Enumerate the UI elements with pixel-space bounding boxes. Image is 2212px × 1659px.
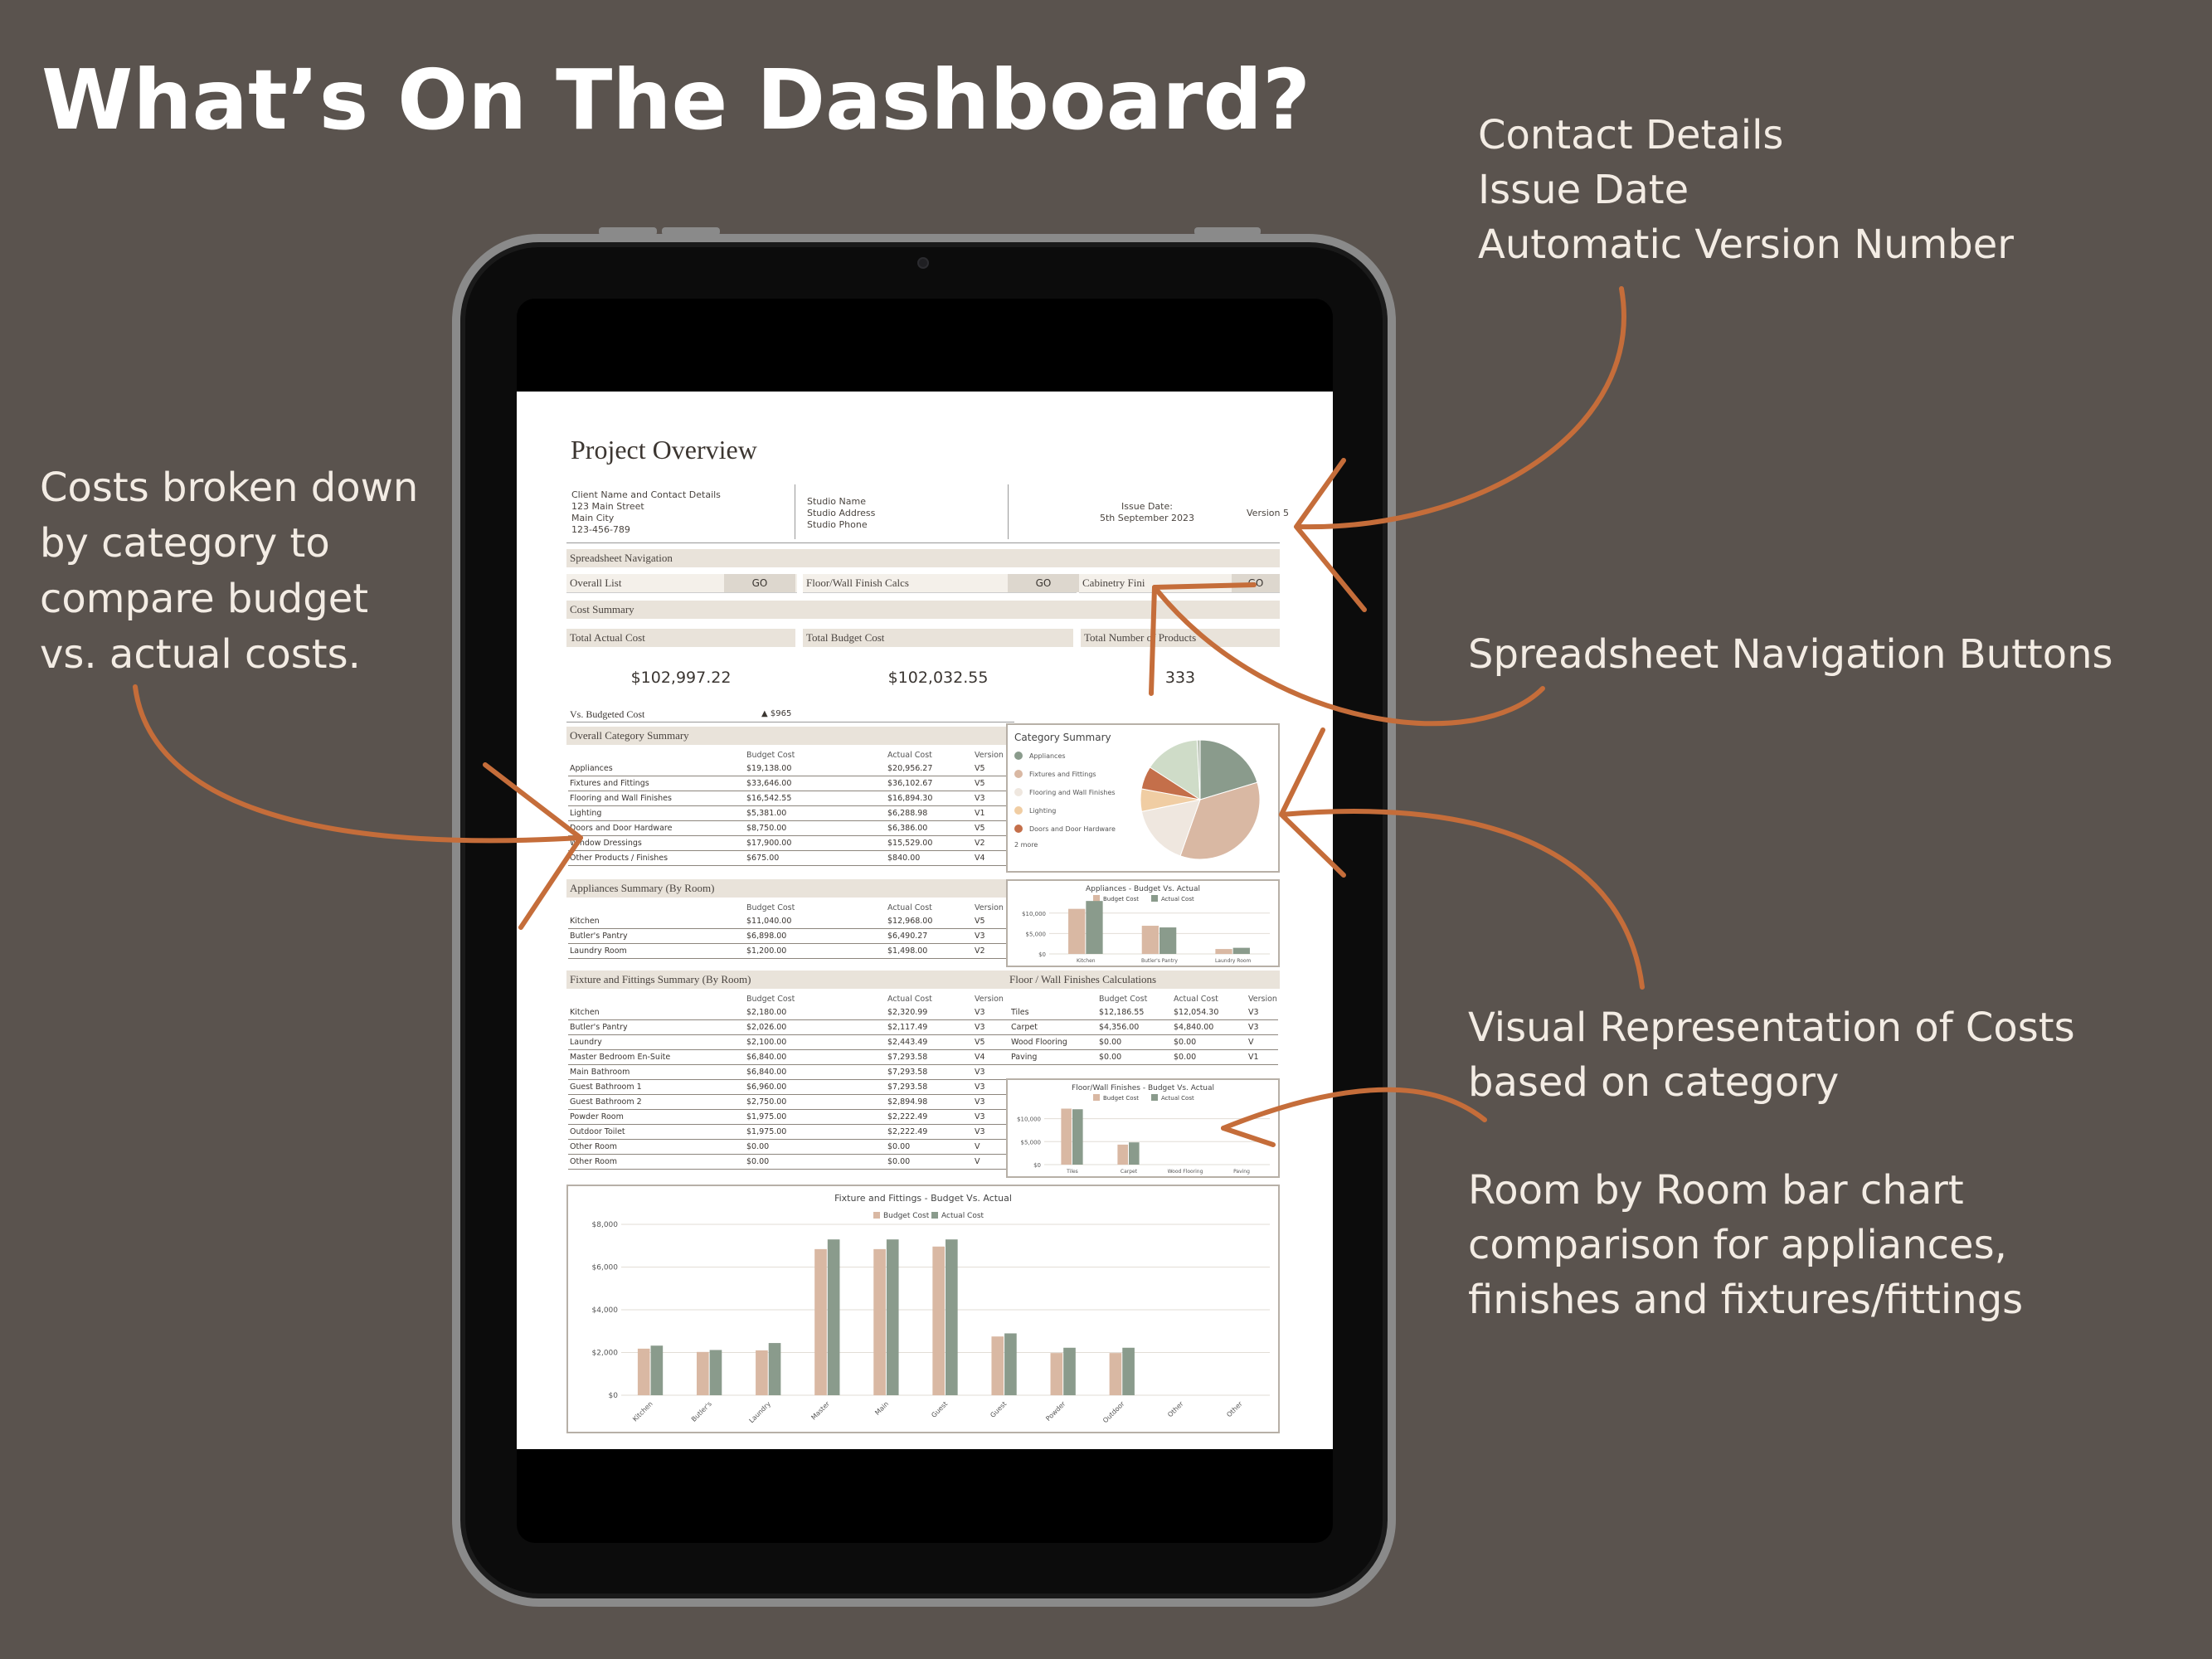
column-header: Actual Cost [887, 751, 932, 760]
legend-label: Actual Cost [1161, 896, 1194, 902]
table-cell: $1,975.00 [746, 1127, 787, 1136]
table-cell: Guest Bathroom 1 [570, 1082, 642, 1092]
arrow-costs-head [485, 765, 581, 927]
column-header: Version [975, 751, 1004, 760]
table-cell: Butler's Pantry [570, 932, 628, 941]
x-tick-label: Paving [1233, 1169, 1250, 1175]
table-cell: V2 [975, 946, 985, 956]
y-tick-label: $0 [608, 1392, 618, 1400]
table-cell: V [1248, 1038, 1254, 1047]
x-tick-label: Kitchen [1077, 958, 1096, 964]
callout-room-line: finishes and fixtures/fittings [1468, 1277, 2024, 1323]
table-cell: $0.00 [887, 1157, 911, 1166]
table-cell: Kitchen [570, 917, 600, 926]
column-header: Version [1248, 995, 1277, 1004]
table-cell: $4,356.00 [1099, 1023, 1140, 1032]
table-cell: $2,750.00 [746, 1097, 787, 1107]
table-cell: V3 [1248, 1008, 1259, 1017]
y-tick-label: $5,000 [1020, 1139, 1041, 1146]
table-cell: $2,117.49 [887, 1023, 928, 1032]
table-cell: V5 [975, 779, 985, 788]
y-tick-label: $10,000 [1022, 910, 1046, 917]
table-cell: $2,222.49 [887, 1112, 928, 1121]
table-cell: Guest Bathroom 2 [570, 1097, 642, 1107]
legend-label: Budget Cost [1103, 896, 1139, 902]
nav-item-overall-list: Overall List [566, 574, 797, 593]
table-cell: $7,293.58 [887, 1068, 928, 1077]
total-actual-label: Total Actual Cost [566, 629, 795, 647]
chart-title: Floor/Wall Finishes - Budget Vs. Actual [1072, 1084, 1214, 1092]
arrow-nav [1155, 587, 1543, 723]
column-header: Actual Cost [1174, 995, 1218, 1004]
callout-room-line: comparison for appliances, [1468, 1222, 2007, 1268]
table-cell: V3 [975, 1127, 985, 1136]
x-tick-label: Wood Flooring [1167, 1169, 1203, 1175]
table-cell: $5,381.00 [746, 809, 787, 818]
x-tick-label: Carpet [1120, 1169, 1138, 1175]
table-cell: $12,968.00 [887, 917, 933, 926]
client-line: 123-456-789 [571, 524, 630, 535]
table-cell: Carpet [1011, 1023, 1038, 1032]
table-cell: $15,529.00 [887, 839, 933, 848]
table-cell: $7,293.58 [887, 1053, 928, 1062]
client-line: 123 Main Street [571, 501, 644, 512]
table-cell: $0.00 [1099, 1053, 1122, 1062]
table-cell: Flooring and Wall Finishes [570, 794, 672, 803]
table-cell: $1,200.00 [746, 946, 787, 956]
legend-label: Lighting [1029, 806, 1057, 815]
vs-budget-value: ▲ $965 [761, 709, 792, 718]
callout-contact-line: Contact Details [1478, 112, 1784, 158]
table-cell: $36,102.67 [887, 779, 933, 788]
table-cell: $6,386.00 [887, 824, 928, 833]
table-cell: $840.00 [887, 854, 921, 863]
client-line: Client Name and Contact Details [571, 489, 721, 500]
x-tick-label: Other [1225, 1399, 1244, 1419]
table-cell: $1,975.00 [746, 1112, 787, 1121]
table-cell: Lighting [570, 809, 602, 818]
page-title: Project Overview [571, 435, 757, 465]
x-tick-label: Outdoor [1101, 1399, 1126, 1425]
table-cell: Window Dressings [570, 839, 642, 848]
table-cell: V4 [975, 1053, 985, 1062]
table-cell: Other Room [570, 1157, 618, 1166]
table-cell: V3 [975, 1097, 985, 1107]
arrow-room [1223, 1090, 1485, 1128]
table-cell: $6,840.00 [746, 1068, 787, 1077]
column-header: Budget Cost [1099, 995, 1148, 1004]
y-tick-label: $6,000 [591, 1263, 618, 1272]
table-cell: Main Bathroom [570, 1068, 630, 1077]
x-tick-label: Powder [1044, 1399, 1067, 1423]
arrow-contact [1298, 289, 1624, 527]
table-cell: $0.00 [1174, 1038, 1197, 1047]
client-line: Main City [571, 513, 615, 523]
table-cell: $0.00 [746, 1157, 770, 1166]
table-cell: $2,222.49 [887, 1127, 928, 1136]
table-cell: V3 [975, 1112, 985, 1121]
appliances-summary-header: Appliances Summary (By Room) [566, 879, 1014, 898]
column-header: Actual Cost [887, 903, 932, 912]
overall-summary-header: Overall Category Summary [566, 727, 1014, 745]
studio-line: Studio Name [807, 496, 866, 507]
table-cell: V5 [975, 824, 985, 833]
table-cell: $12,186.55 [1099, 1008, 1145, 1017]
studio-line: Studio Address [807, 508, 876, 518]
callout-costs-line: Costs broken down [40, 465, 419, 511]
table-cell: V2 [975, 839, 985, 848]
table-cell: V3 [975, 1008, 985, 1017]
column-header: Version [975, 903, 1004, 912]
callout-costs-line: vs. actual costs. [40, 631, 361, 678]
table-cell: Laundry Room [570, 946, 627, 956]
chart-title: Appliances - Budget Vs. Actual [1086, 885, 1200, 893]
arrow-costs [135, 687, 581, 840]
table-cell: $6,960.00 [746, 1082, 787, 1092]
table-cell: $2,180.00 [746, 1008, 787, 1017]
table-cell: V [975, 1157, 980, 1166]
table-cell: Other Room [570, 1142, 618, 1151]
chart-title: Fixture and Fittings - Budget Vs. Actual [834, 1193, 1012, 1204]
table-cell: $0.00 [1099, 1038, 1122, 1047]
column-header: Budget Cost [746, 751, 795, 760]
table-cell: $17,900.00 [746, 839, 792, 848]
table-cell: Other Products / Finishes [570, 854, 668, 863]
column-header: Budget Cost [746, 903, 795, 912]
total-actual-value: $102,997.22 [630, 669, 732, 687]
cost-summary-header: Cost Summary [566, 601, 1280, 619]
table-cell: Master Bedroom En-Suite [570, 1053, 671, 1062]
y-tick-label: $8,000 [591, 1221, 618, 1229]
y-tick-label: $0 [1033, 1162, 1041, 1169]
total-products-label: Total Number of Products [1081, 629, 1280, 647]
pie-legend-more: 2 more [1014, 841, 1038, 849]
go-button-floor-wall[interactable]: GO [1008, 574, 1079, 592]
column-header: Version [975, 995, 1004, 1004]
x-tick-label: Other [1166, 1399, 1185, 1419]
total-budget-label: Total Budget Cost [803, 629, 1073, 647]
table-cell: $2,320.99 [887, 1008, 928, 1017]
table-cell: $11,040.00 [746, 917, 792, 926]
legend-label: Flooring and Wall Finishes [1029, 788, 1116, 796]
table-cell: V1 [1248, 1053, 1259, 1062]
nav-header: Spreadsheet Navigation [566, 549, 1280, 567]
table-cell: Kitchen [570, 1008, 600, 1017]
legend-label: Doors and Door Hardware [1029, 825, 1116, 833]
table-cell: $16,894.30 [887, 794, 933, 803]
column-header: Actual Cost [887, 995, 932, 1004]
issue-date-label: Issue Date: [1121, 501, 1173, 512]
arrow-contact-head [1296, 460, 1364, 610]
callout-contact-line: Automatic Version Number [1478, 221, 2015, 268]
pie-title: Category Summary [1014, 732, 1111, 743]
x-tick-label: Laundry [747, 1399, 772, 1425]
y-tick-label: $0 [1038, 951, 1046, 958]
table-cell: V5 [975, 764, 985, 773]
go-button-cabinetry[interactable]: GO [1232, 574, 1280, 592]
table-cell: V5 [975, 1038, 985, 1047]
legend-label: Budget Cost [1103, 1095, 1139, 1102]
table-cell: V3 [975, 794, 985, 803]
table-cell: V3 [1248, 1023, 1259, 1032]
legend-label: Appliances [1029, 752, 1066, 760]
issue-date: 5th September 2023 [1099, 513, 1195, 523]
x-tick-label: Kitchen [631, 1399, 654, 1423]
table-cell: Appliances [570, 764, 613, 773]
table-cell: Tiles [1011, 1008, 1029, 1017]
table-cell: $0.00 [1174, 1053, 1197, 1062]
legend-label: Actual Cost [1161, 1095, 1194, 1102]
table-cell: V3 [975, 1082, 985, 1092]
table-cell: $16,542.55 [746, 794, 792, 803]
table-cell: $4,840.00 [1174, 1023, 1214, 1032]
table-cell: $2,443.49 [887, 1038, 928, 1047]
table-cell: V3 [975, 1068, 985, 1077]
go-button-overall-list[interactable]: GO [724, 574, 795, 592]
table-cell: $675.00 [746, 854, 780, 863]
table-cell: $8,750.00 [746, 824, 787, 833]
table-cell: $0.00 [887, 1142, 911, 1151]
x-tick-label: Main [873, 1399, 891, 1417]
table-cell: $0.00 [746, 1142, 770, 1151]
arrow-visual-head [1281, 730, 1344, 875]
callout-room-line: Room by Room bar chart [1468, 1167, 1964, 1214]
table-cell: V5 [975, 917, 985, 926]
table-cell: $2,026.00 [746, 1023, 787, 1032]
table-cell: $7,293.58 [887, 1082, 928, 1092]
y-tick-label: $5,000 [1025, 931, 1046, 938]
callout-nav-line: Spreadsheet Navigation Buttons [1468, 631, 2113, 678]
table-cell: Wood Flooring [1011, 1038, 1067, 1047]
y-tick-label: $10,000 [1017, 1116, 1041, 1123]
nav-item-floor-wall: Floor/Wall Finish Calcs [803, 574, 1077, 593]
x-tick-label: Tiles [1067, 1169, 1078, 1175]
x-tick-label: Butler's [689, 1399, 713, 1423]
table-cell: V4 [975, 854, 985, 863]
table-cell: Laundry [570, 1038, 602, 1047]
table-cell: $6,288.98 [887, 809, 928, 818]
legend-label: Fixtures and Fittings [1029, 770, 1096, 778]
callout-costs-line: by category to [40, 520, 330, 567]
total-products-value: 333 [1164, 669, 1196, 687]
floor-summary-header: Floor / Wall Finishes Calculations [1006, 971, 1280, 989]
callout-costs-line: compare budget [40, 576, 369, 622]
table-cell: $6,490.27 [887, 932, 928, 941]
arrow-room-head [1223, 1128, 1273, 1145]
fixtures-summary-header: Fixture and Fittings Summary (By Room) [566, 971, 1014, 989]
table-cell: Butler's Pantry [570, 1023, 628, 1032]
table-cell: V3 [975, 932, 985, 941]
arrow-visual [1281, 811, 1642, 987]
table-cell: Fixtures and Fittings [570, 779, 649, 788]
x-tick-label: Guest [930, 1399, 950, 1419]
column-header: Budget Cost [746, 995, 795, 1004]
table-cell: V [975, 1142, 980, 1151]
x-tick-label: Butler's Pantry [1141, 958, 1178, 964]
studio-line: Studio Phone [807, 519, 868, 530]
x-tick-label: Guest [989, 1399, 1009, 1419]
table-cell: Outdoor Toilet [570, 1127, 625, 1136]
total-budget-value: $102,032.55 [887, 669, 989, 687]
table-cell: $20,956.27 [887, 764, 933, 773]
table-cell: Powder Room [570, 1112, 624, 1121]
nav-item-cabinetry: Cabinetry Fini [1079, 574, 1280, 593]
y-tick-label: $2,000 [591, 1349, 618, 1358]
version-number: Version 5 [1247, 508, 1289, 518]
y-tick-label: $4,000 [591, 1306, 618, 1315]
table-cell: Doors and Door Hardware [570, 824, 673, 833]
table-cell: V1 [975, 809, 985, 818]
callout-contact-line: Issue Date [1478, 167, 1689, 213]
table-cell: $1,498.00 [887, 946, 928, 956]
x-tick-label: Master [809, 1399, 832, 1422]
vs-budget-label: Vs. Budgeted Cost [570, 708, 645, 720]
x-tick-label: Laundry Room [1214, 958, 1252, 964]
table-cell: $6,840.00 [746, 1053, 787, 1062]
table-cell: $19,138.00 [746, 764, 792, 773]
table-cell: $12,054.30 [1174, 1008, 1219, 1017]
legend-label: Actual Cost [941, 1212, 984, 1220]
table-cell: $2,100.00 [746, 1038, 787, 1047]
callout-visual-line: based on category [1468, 1059, 1840, 1106]
legend-label: Budget Cost [883, 1212, 930, 1220]
table-cell: V3 [975, 1023, 985, 1032]
callout-visual-line: Visual Representation of Costs [1468, 1005, 2075, 1051]
table-cell: $6,898.00 [746, 932, 787, 941]
table-cell: $2,894.98 [887, 1097, 928, 1107]
table-cell: $33,646.00 [746, 779, 792, 788]
table-cell: Paving [1011, 1053, 1038, 1062]
headline: What’s On The Dashboard? [41, 51, 1311, 148]
